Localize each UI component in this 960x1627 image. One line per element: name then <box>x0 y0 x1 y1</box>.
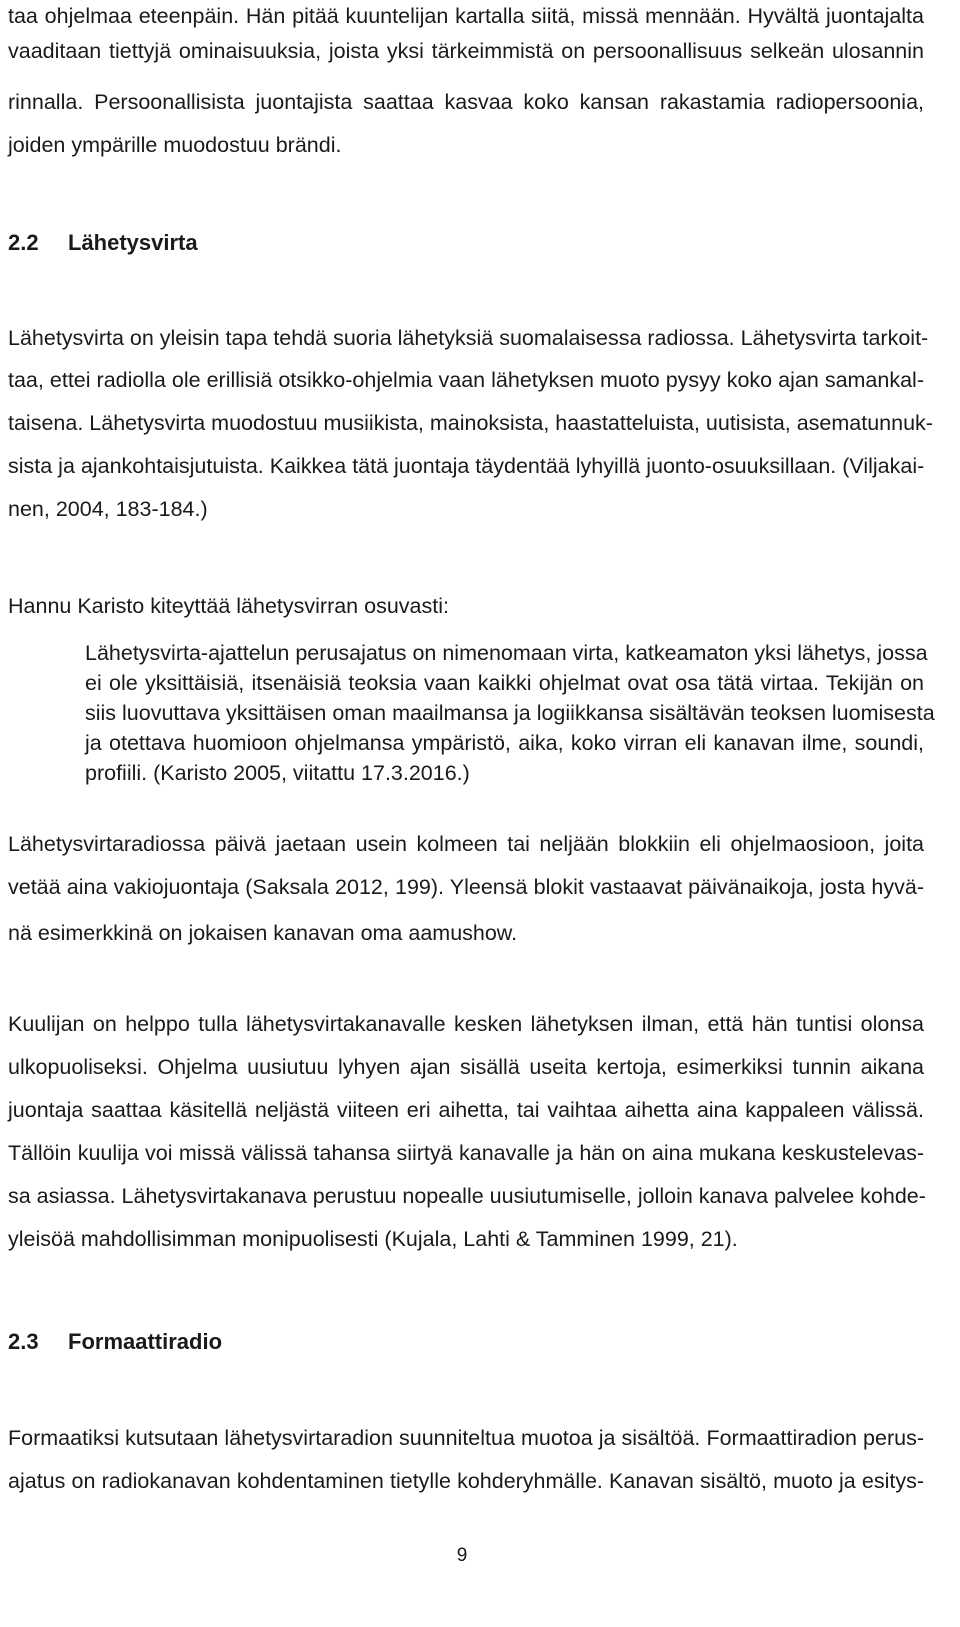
quote-line: Lähetysvirta-ajattelun perusajatus on nimenomaan virta, katkeamaton yksi lähetys, jossa <box>85 641 928 665</box>
section-heading-2-3 <box>8 1328 223 1356</box>
paragraph-line: ulkopuoliseksi. Ohjelma uusiutuu lyhyen ajan sisällä useita kertoja, esimerkiksi tunnin aikana <box>8 1055 924 1079</box>
intro-line: vaaditaan tiettyjä ominaisuuksia, joista yksi tärkeimmistä on persoonallisuus selkeän ulosannin <box>8 39 924 63</box>
quote-line: ei ole yksittäisiä, itsenäisiä teoksia vaan kaikki ohjelmat ovat osa tätä virtaa. Tekijän on <box>85 671 924 695</box>
paragraph-line: nen, 2004, 183-184.) <box>8 497 208 521</box>
paragraph-line: nä esimerkkinä on jokaisen kanavan oma aamushow. <box>8 921 518 945</box>
paragraph-line: Kuulijan on helppo tulla lähetysvirtakanavalle kesken lähetyksen ilman, että hän tuntisi olonsa <box>8 1012 924 1036</box>
paragraph-line: yleisöä mahdollisimman monipuolisesti (Kujala, Lahti & Tamminen 1999, 21). <box>8 1227 738 1251</box>
quote-line: siis luovuttava yksittäisen oman maailmansa ja logiikkansa sisältävän teoksen luomisesta <box>85 701 935 725</box>
intro-line: taa ohjelmaa eteenpäin. Hän pitää kuuntelijan kartalla siitä, missä mennään. Hyvältä juontajalta <box>8 4 924 28</box>
page-number: 9 <box>456 1545 468 1566</box>
paragraph-line: taisena. Lähetysvirta muodostuu musiikista, mainoksista, haastatteluista, uutisista, asematunnuk- <box>8 411 933 435</box>
paragraph-line: sa asiassa. Lähetysvirtakanava perustuu nopealle uusiutumiselle, jolloin kanava palvelee kohde- <box>8 1184 926 1208</box>
paragraph-line: taa, ettei radiolla ole erillisiä otsikko-ohjelmia vaan lähetyksen muoto pysyy koko ajan samankal- <box>8 368 924 392</box>
paragraph-line: Lähetysvirtaradiossa päivä jaetaan usein kolmeen tai neljään blokkiin eli ohjelmaosioon, joita <box>8 832 924 856</box>
intro-line: joiden ympärille muodostuu brändi. <box>8 133 342 157</box>
section-title: Formaattiradio <box>68 1329 223 1354</box>
intro-line: rinnalla. Persoonallisista juontajista saattaa kasvaa koko kansan rakastamia radiopersoonia, <box>8 90 924 114</box>
paragraph-line: Tällöin kuulija voi missä välissä tahansa siirtyä kanavalle ja hän on aina mukana keskustelevas- <box>8 1141 924 1165</box>
quote-line: ja otettava huomioon ohjelmansa ympäristö, aika, koko virran eli kanavan ilme, soundi, <box>85 731 924 755</box>
section-number: 2.2 <box>8 230 39 255</box>
section-title: Lähetysvirta <box>68 230 198 255</box>
paragraph-line: Lähetysvirta on yleisin tapa tehdä suoria lähetyksiä suomalaisessa radiossa. Lähetysvirta tarkoit- <box>8 326 929 350</box>
quote-line: profiili. (Karisto 2005, viitattu 17.3.2016.) <box>85 761 470 785</box>
paragraph-line: juontaja saattaa käsitellä neljästä viiteen eri aihetta, tai vaihtaa aihetta aina kappaleen välissä. <box>8 1098 924 1122</box>
section-heading-2-2 <box>8 229 198 257</box>
paragraph-line: vetää aina vakiojuontaja (Saksala 2012, 199). Yleensä blokit vastaavat päivänaikoja, josta hyvä- <box>8 875 924 899</box>
paragraph-line: sista ja ajankohtaisjutuista. Kaikkea tätä juontaja täydentää lyhyillä juonto-osuuksillaan. (Viljakai- <box>8 454 925 478</box>
paragraph-line: Formaatiksi kutsutaan lähetysvirtaradion suunniteltua muotoa ja sisältöä. Formaattiradion perus- <box>8 1426 924 1450</box>
paragraph-line: ajatus on radiokanavan kohdentaminen tietylle kohderyhmälle. Kanavan sisältö, muoto ja esitys- <box>8 1469 924 1493</box>
paragraph-line: Hannu Karisto kiteyttää lähetysvirran osuvasti: <box>8 594 449 618</box>
section-number: 2.3 <box>8 1329 39 1354</box>
